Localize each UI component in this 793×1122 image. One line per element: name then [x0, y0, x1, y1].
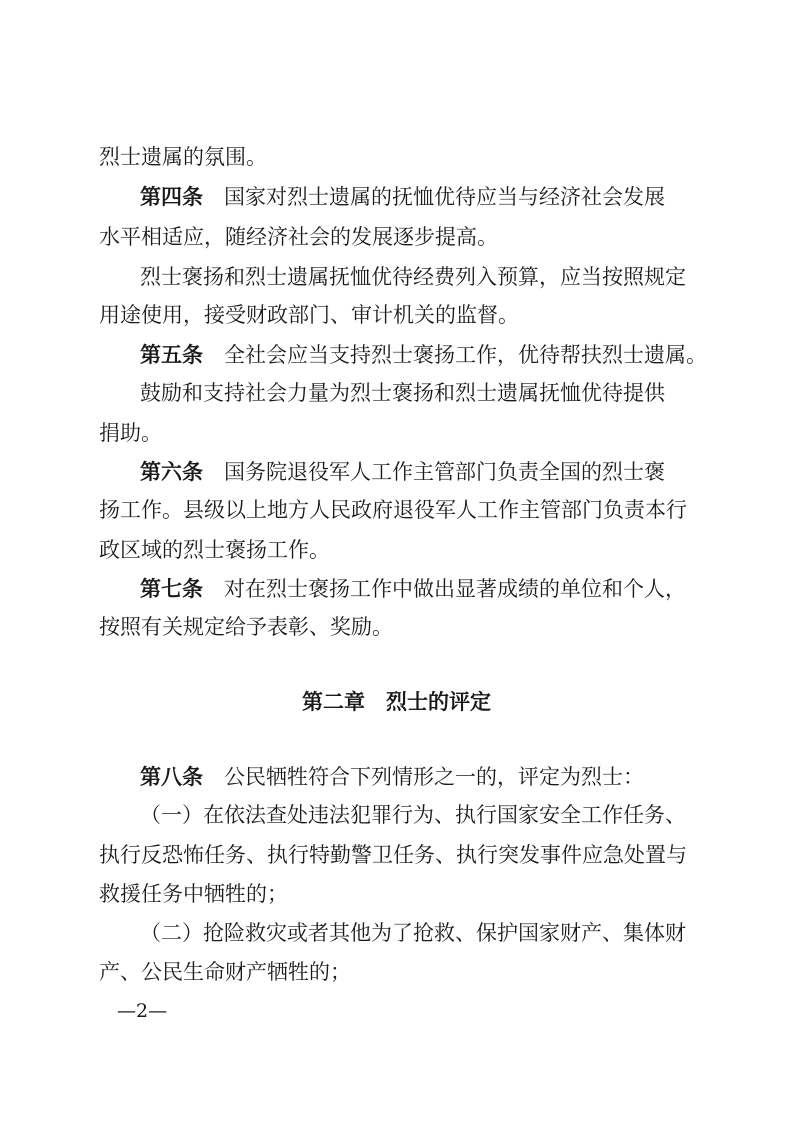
line-text: 烈士褒扬和烈士遗属抚恤优待经费列入预算，应当按照规定	[140, 265, 686, 289]
article-8-line	[0, 763, 793, 791]
line-text: 对在烈士褒扬工作中做出显著成绩的单位和个人，	[203, 577, 686, 601]
line-text: 烈士遗属的氛围。	[99, 145, 267, 169]
article-6-line	[0, 458, 793, 486]
line-text: 公民牺牲符合下列情形之一的，评定为烈士：	[203, 765, 644, 789]
article-heading: 第八条	[140, 765, 203, 789]
page-number: —2—	[117, 1000, 168, 1022]
article-5-line	[0, 341, 793, 369]
line-text: 扬工作。县级以上地方人民政府退役军人工作主管部门负责本行	[99, 498, 687, 522]
text-line	[0, 536, 793, 564]
article-heading: 第四条	[140, 185, 203, 209]
article-4-line	[0, 183, 793, 211]
line-text: 执行反恐怖任务、执行特勤警卫任务、执行突发事件应急处置与	[99, 843, 687, 867]
article-7-line	[0, 575, 793, 603]
text-line	[0, 613, 793, 641]
article-heading: 第七条	[140, 577, 203, 601]
text-line	[0, 841, 793, 869]
line-text: （二）抢险救灾或者其他为了抢救、保护国家财产、集体财	[140, 921, 686, 945]
line-text: 救援任务中牺牲的；	[99, 882, 288, 906]
article-heading: 第六条	[140, 460, 203, 484]
text-line	[0, 958, 793, 986]
list-item	[0, 919, 793, 947]
line-text: 产、公民生命财产牺牲的；	[99, 960, 351, 984]
text-line	[0, 143, 793, 171]
line-text: （一）在依法查处违法犯罪行为、执行国家安全工作任务、	[140, 803, 686, 827]
text-line	[0, 880, 793, 908]
text-line	[0, 419, 793, 447]
line-text: 按照有关规定给予表彰、奖励。	[99, 615, 393, 639]
line-text: 水平相适应，随经济社会的发展逐步提高。	[99, 225, 498, 249]
line-text: 全社会应当支持烈士褒扬工作，优待帮扶烈士遗属。	[203, 343, 707, 367]
list-item	[0, 801, 793, 829]
line-text: 捐助。	[99, 421, 162, 445]
line-text: 政区域的烈士褒扬工作。	[99, 538, 330, 562]
text-line	[0, 223, 793, 251]
article-heading: 第五条	[140, 343, 203, 367]
line-text: 国务院退役军人工作主管部门负责全国的烈士褒	[203, 460, 665, 484]
text-line	[0, 379, 793, 407]
text-line	[0, 496, 793, 524]
line-text: 鼓励和支持社会力量为烈士褒扬和烈士遗属抚恤优待提供	[140, 381, 665, 405]
text-line	[0, 263, 793, 291]
line-text: 用途使用，接受财政部门、审计机关的监督。	[99, 303, 519, 327]
text-line	[0, 301, 793, 329]
line-text: 国家对烈士遗属的抚恤优待应当与经济社会发展	[203, 185, 665, 209]
chapter-title: 第二章 烈士的评定	[302, 690, 491, 714]
